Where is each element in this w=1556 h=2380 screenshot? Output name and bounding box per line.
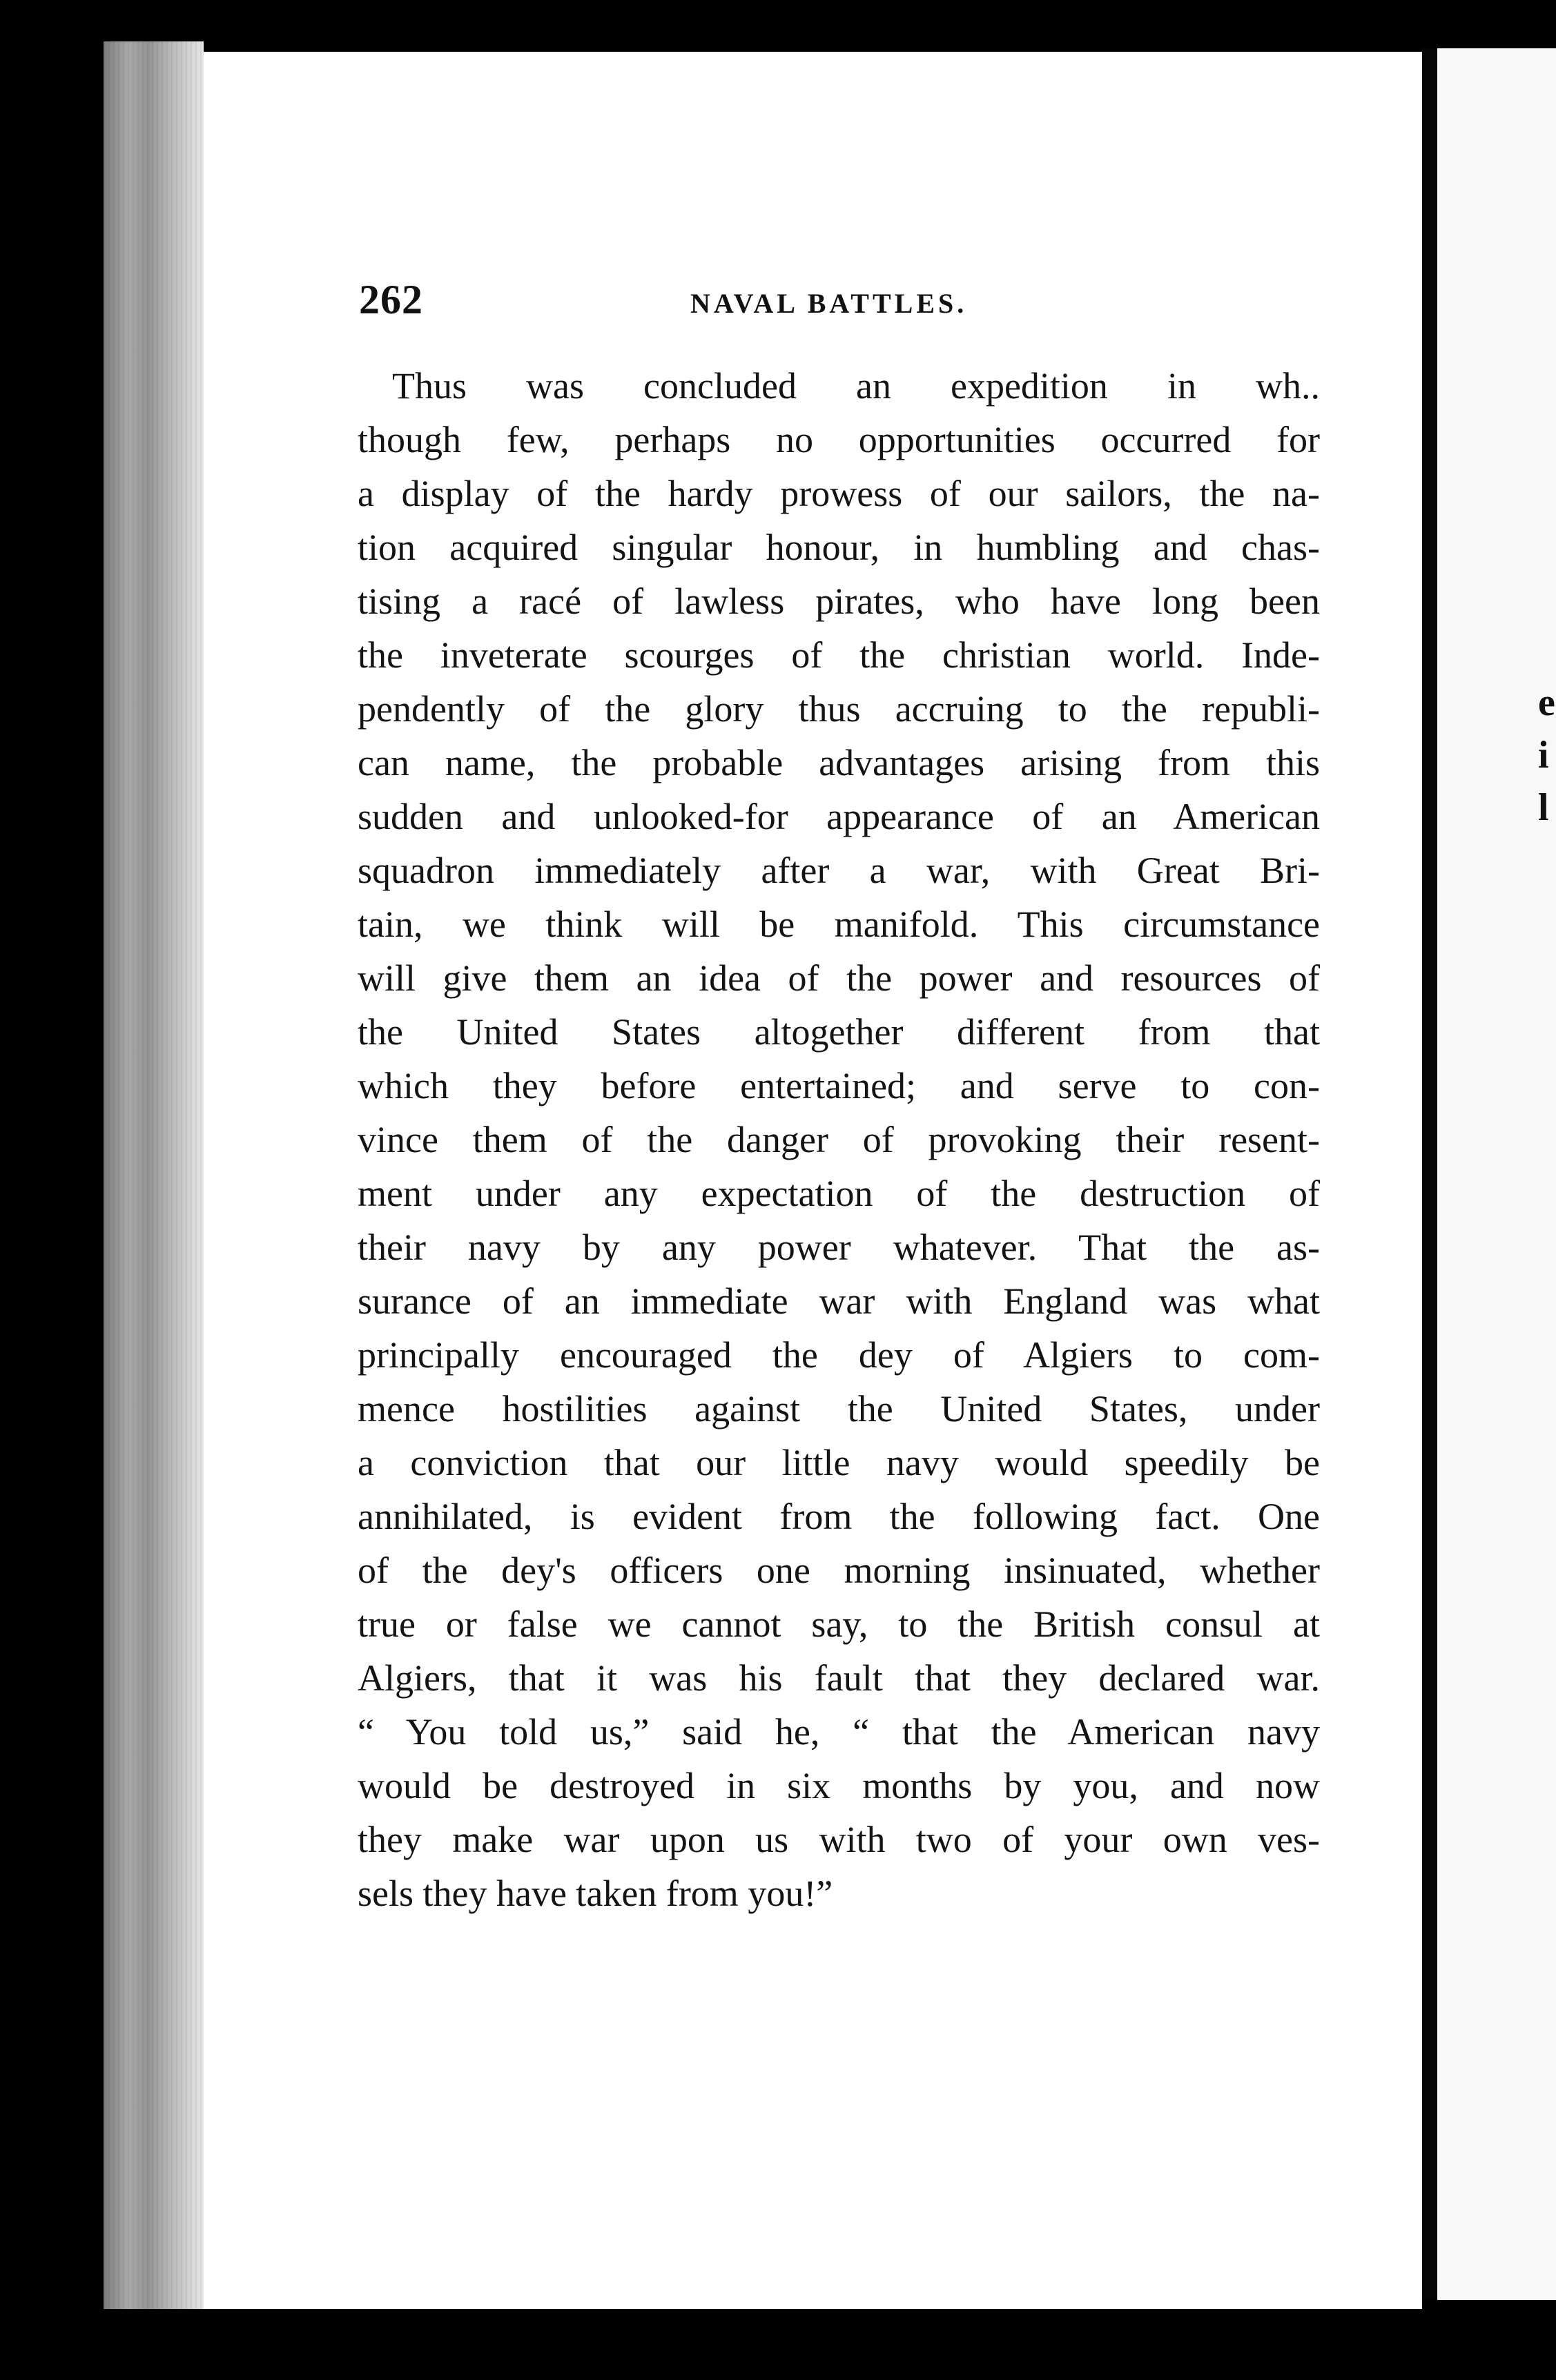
text-line: sels they have taken from you!” <box>358 1873 833 1914</box>
text-line: though few, perhaps no opportunities occurred for <box>358 419 1320 460</box>
text-line: of the dey's officers one morning insinuated, whether <box>358 1550 1320 1591</box>
text-line: pendently of the glory thus accruing to the republi- <box>358 688 1320 730</box>
text-line: a display of the hardy prowess of our sailors, the na- <box>358 473 1320 514</box>
facing-page <box>1437 48 1556 2300</box>
text-line: Thus was concluded an expedition in wh.. <box>392 365 1320 407</box>
page-number: 262 <box>359 277 423 322</box>
text-line: Algiers, that it was his fault that they declared war. <box>358 1657 1320 1699</box>
text-line: “ You told us,” said he, “ that the American navy <box>358 1711 1320 1753</box>
text-line: principally encouraged the dey of Algiers to com- <box>358 1334 1320 1376</box>
text-line: will give them an idea of the power and resources of <box>358 957 1320 999</box>
text-line: annihilated, is evident from the following fact. One <box>358 1496 1320 1537</box>
text-line: which they before entertained; and serve to con- <box>358 1065 1320 1106</box>
text-line: they make war upon us with two of your own ves- <box>358 1819 1320 1860</box>
text-line: the United States altogether different from that <box>358 1011 1320 1053</box>
text-line: would be destroyed in six months by you, and now <box>358 1765 1320 1806</box>
text-line: true or false we cannot say, to the British consul at <box>358 1603 1320 1645</box>
page-edge-stack <box>104 41 204 2309</box>
text-line: sudden and unlooked-for appearance of an American <box>358 796 1320 837</box>
running-head <box>359 276 1319 331</box>
text-line: tising a racé of lawless pirates, who have long been <box>358 581 1320 622</box>
text-line: can name, the probable advantages arising from this <box>358 742 1320 783</box>
body-text <box>358 359 1320 1920</box>
text-line: mence hostilities against the United States, under <box>358 1388 1320 1430</box>
text-line: ment under any expectation of the destruction of <box>358 1173 1320 1214</box>
text-line: their navy by any power whatever. That the as- <box>358 1227 1320 1268</box>
facing-page-letter: e <box>1538 681 1555 724</box>
running-head-title: NAVAL BATTLES. <box>690 288 968 319</box>
text-line: the inveterate scourges of the christian world. Inde- <box>358 634 1320 676</box>
text-line: surance of an immediate war with England was what <box>358 1280 1320 1322</box>
book-gutter <box>1422 48 1437 2300</box>
text-line: squadron immediately after a war, with Great Bri- <box>358 850 1320 891</box>
facing-page-letter: l <box>1538 786 1549 829</box>
text-line: tion acquired singular honour, in humbling and chas- <box>358 527 1320 568</box>
facing-page-letter: i <box>1538 734 1549 777</box>
text-line: a conviction that our little navy would speedily be <box>358 1442 1320 1483</box>
text-line: tain, we think will be manifold. This circumstance <box>358 904 1320 945</box>
text-line: vince them of the danger of provoking their resent- <box>358 1119 1320 1160</box>
